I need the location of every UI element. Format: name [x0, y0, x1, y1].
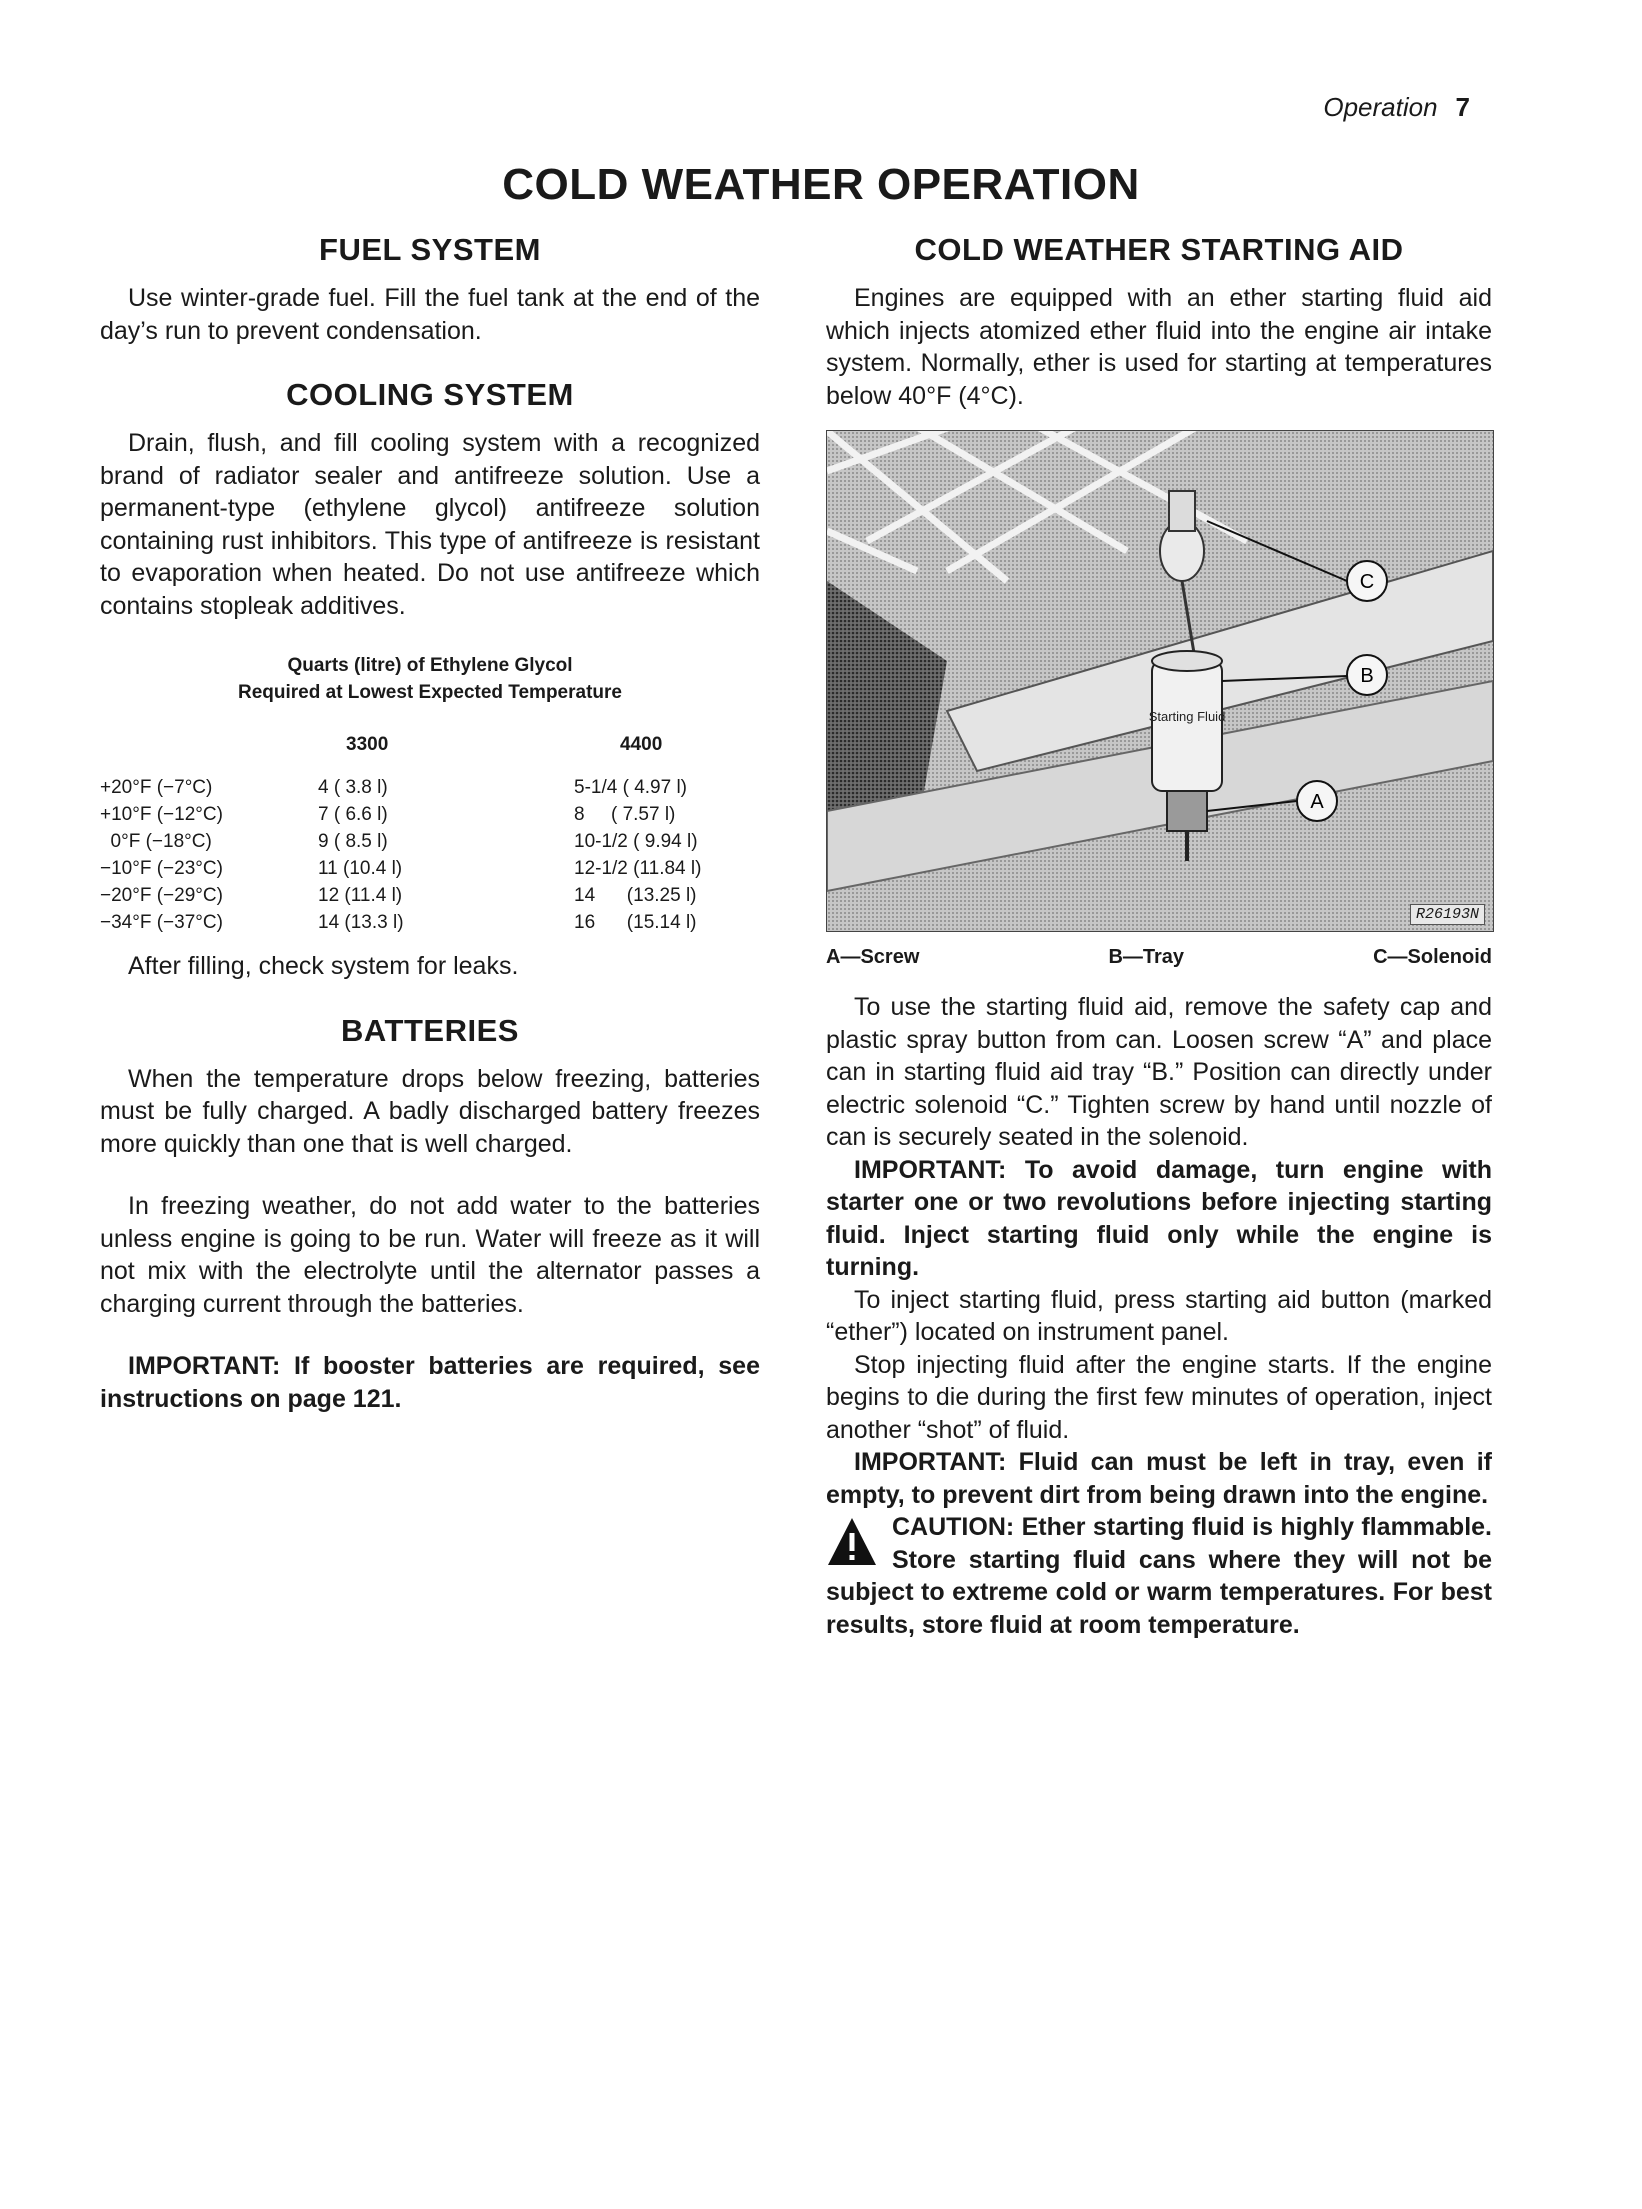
page-title: COLD WEATHER OPERATION — [502, 160, 1140, 209]
caution-text: CAUTION: Ether starting fluid is highly flammable. Store starting fluid cans where they will not be subject to extreme cold or warm temperatures. For best results, store fluid at room temperature. — [826, 1513, 1492, 1639]
glycol-caption-line1: Quarts (litre) of Ethylene Glycol — [287, 655, 573, 676]
starting-aid-stop: Stop injecting fluid after the engine starts. If the engine begins to die during the first few minutes of operation, inject another “shot” of fluid. — [826, 1350, 1492, 1444]
cell-q4400: 16 (15.14 l) — [574, 911, 697, 933]
engine-photo-illustration — [827, 431, 1493, 931]
cooling-system-heading: COOLING SYSTEM — [286, 377, 574, 412]
glycol-table-caption — [100, 652, 760, 706]
table-row — [100, 909, 754, 936]
column-3300: 3300 — [346, 734, 389, 755]
glycol-caption-line2: Required at Lowest Expected Temperature — [238, 682, 622, 703]
fuel-system-text: Use winter-grade fuel. Fill the fuel tank at the end of the day’s run to prevent condensation. — [100, 284, 760, 345]
photo-code: R26193N — [1410, 904, 1485, 925]
cell-q3300: 4 ( 3.8 l) — [318, 776, 388, 798]
legend-b: B—Tray — [1108, 946, 1185, 968]
section-name: Operation — [1323, 92, 1438, 122]
cell-q3300: 14 (13.3 l) — [318, 911, 404, 933]
cell-q4400: 8 ( 7.57 l) — [574, 803, 676, 825]
cell-q4400: 12-1/2 (11.84 l) — [574, 857, 702, 879]
starting-aid-inject: To inject starting fluid, press starting aid button (marked “ether”) located on instrument panel. — [826, 1285, 1492, 1346]
can-label: Starting Fluid — [1148, 709, 1226, 724]
right-column — [826, 232, 1492, 1641]
photo-legend — [826, 946, 1492, 969]
callout-c: C — [1359, 571, 1375, 593]
cell-q3300: 9 ( 8.5 l) — [318, 830, 388, 852]
left-column — [100, 232, 760, 1415]
page-number: 7 — [1455, 92, 1470, 122]
glycol-table — [100, 774, 754, 936]
batteries-heading: BATTERIES — [341, 1012, 519, 1048]
cell-q4400: 14 (13.25 l) — [574, 884, 697, 906]
glycol-table-header — [100, 734, 760, 774]
cell-temp: −34°F (−37°C) — [100, 911, 223, 933]
cell-temp: −20°F (−29°C) — [100, 884, 223, 906]
starting-aid-instructions: To use the starting fluid aid, remove the safety cap and plastic spray button from can. Loosen screw “A” and place can in starting fluid aid tray “B.” Position can directly under electric solenoid “C.” Tighten screw by hand until nozzle of can is securely seated in the solenoid. — [826, 993, 1492, 1151]
warning-triangle-icon — [826, 1515, 878, 1569]
starting-aid-photo — [826, 430, 1494, 932]
table-row — [100, 855, 754, 882]
cell-temp: +10°F (−12°C) — [100, 803, 223, 825]
starting-aid-heading: COLD WEATHER STARTING AID — [914, 232, 1404, 267]
cell-q3300: 11 (10.4 l) — [318, 857, 403, 879]
starting-aid-important-2: IMPORTANT: Fluid can must be left in tray, even if empty, to prevent dirt from being drawn into the engine. — [826, 1448, 1492, 1509]
batteries-para-2: In freezing weather, do not add water to the batteries unless engine is going to be run. Water will freeze as it will not mix with the electrolyte until the alternator passes a charging current through the batteries. — [100, 1192, 760, 1318]
table-row — [100, 774, 754, 801]
after-filling-text: After filling, check system for leaks. — [128, 952, 519, 980]
cell-temp: +20°F (−7°C) — [100, 776, 213, 798]
fuel-system-heading: FUEL SYSTEM — [319, 232, 541, 267]
batteries-para-1: When the temperature drops below freezing, batteries must be fully charged. A badly discharged battery freezes more quickly than one that is well charged. — [100, 1064, 760, 1158]
column-4400: 4400 — [620, 734, 663, 755]
legend-c: C—Solenoid — [1373, 946, 1492, 968]
starting-aid-intro: Engines are equipped with an ether starting fluid aid which injects atomized ether fluid into the engine air intake system. Normally, ether is used for starting at temperatures below 40°F (4°C). — [826, 284, 1492, 410]
page-header — [1323, 92, 1470, 123]
caution-block — [826, 1511, 1492, 1641]
legend-a: A—Screw — [826, 946, 920, 968]
table-row — [100, 882, 754, 909]
cell-temp: 0°F (−18°C) — [100, 830, 212, 852]
starting-aid-important-1: IMPORTANT: To avoid damage, turn engine with starter one or two revolutions before injecting starting fluid. Inject starting fluid only while the engine is turning. — [826, 1155, 1492, 1281]
cell-q3300: 12 (11.4 l) — [318, 884, 403, 906]
cell-q4400: 10-1/2 ( 9.94 l) — [574, 830, 698, 852]
callout-b: B — [1360, 665, 1374, 687]
cell-q3300: 7 ( 6.6 l) — [318, 803, 388, 825]
table-row — [100, 828, 754, 855]
cell-q4400: 5-1/4 ( 4.97 l) — [574, 776, 687, 798]
cell-temp: −10°F (−23°C) — [100, 857, 223, 879]
callout-a: A — [1310, 791, 1324, 813]
table-row — [100, 801, 754, 828]
cooling-system-text: Drain, flush, and fill cooling system with a recognized brand of radiator sealer and antifreeze solution. Use a permanent-type (ethylene glycol) antifreeze solution containing rust inhibitors. This type of antifreeze is resistant to evaporation when heated. Do not use antifreeze which contains stopleak additives. — [100, 429, 760, 620]
batteries-important-note: IMPORTANT: If booster batteries are required, see instructions on page 121. — [100, 1352, 760, 1413]
